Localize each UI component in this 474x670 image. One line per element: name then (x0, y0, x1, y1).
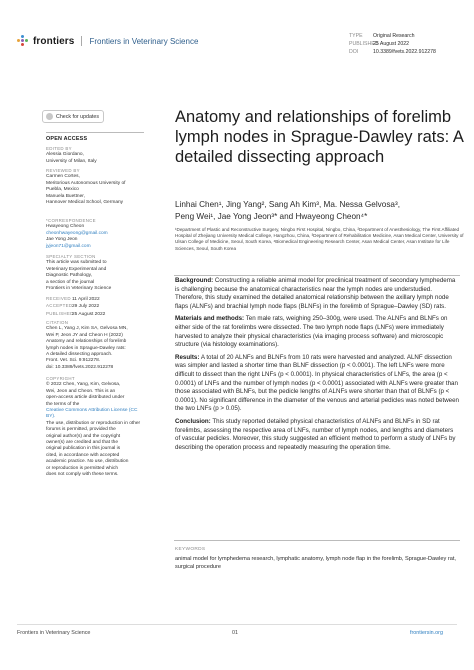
page-number: 01 (232, 630, 238, 636)
article-dates: RECEIVED11 April 2022 ACCEPTED29 July 2022 PUBLISHED25 August 2022 (46, 296, 106, 317)
correspondence: *CORRESPONDENCE Hwayeong Cheon cheonhwayeong@gmail.com Jae Yong Jeon jyjeon71@gmail.com (46, 218, 144, 250)
check-updates-icon (46, 113, 53, 120)
frontiers-logo-icon (17, 35, 29, 47)
abstract-results: Results: A total of 20 ALNFs and BLNFs from 10 rats were harvested and analyzed. ALNF dissection was simpler and lasted a shorter time than BLNF dissection (p < 0.0001). The left LNFs were more difficult to dissect than the right LNFs (p < 0.0001). In physical characteristics of LNFs, the area (p < 0.0001) of LNFs and the number of lymph nodes (p < 0.0001) associated with ALNFs were greater than those associated with BLNFs, but the pedicle lengths of ALNFs were shorter than that of BLNFs (p < 0.0001). No significant difference in the diameter of the venous and arterial pedicles was noted between the two LNFs (p > 0.05). (175, 353, 459, 413)
open-access-label: OPEN ACCESS (46, 136, 88, 142)
article-meta: TYPE Original Research PUBLISHED25 August 2022 DOI 10.3389/fvets.2022.912278 (349, 33, 436, 55)
specialty-section: SPECIALTY SECTION This article was submitted to Veterinary Experimental and Diagnostic Pathology, a section of the journal Frontiers in Veterinary Science (46, 254, 112, 292)
brand-name: frontiers (33, 35, 75, 47)
published-date: 25 August 2022 (373, 41, 410, 47)
abstract-top-rule (174, 275, 460, 276)
journal-name[interactable]: Frontiers in Veterinary Science (89, 36, 199, 46)
abstract-conclusion: Conclusion: This study reported detailed physical characteristics of ALNFs and BLNFs in SD rat forelimbs, assessing the respective area of LNFs, number of lymph nodes, and lengths and diameters of vascular pedicles. Moreover, this study suggested an efficient method to perform a study of LNFs by describing the operation process and repeatedly measuring the operation time. (175, 417, 456, 451)
affiliations: ¹Department of Plastic and Reconstructive Surgery, Ningbo First Hospital, Ningbo, China, ²Department of Anesthesiology, The First Affiliated Hospital of Zhejiang University Medical College, Hangzhou, China, ³Department of Rehabilitation Medicine, Asan Medical Center, University of Ulsan College of Medicine, Seoul, South Korea, ⁴Biomedical Engineering Research Center, Asan Medical Center, Asan Institute for Life Sciences, Seoul, South Korea (175, 227, 464, 251)
abstract-methods: Materials and methods: Ten male rats, weighing 250–300g, were used. The ALNFs and BLNFs on either side of the rat forelimbs were dissected. The two lymph node flaps (LNFs) were immediately harvested to analyze their physical characteristics (via imaging process software) and microscopic structure (via histology examinations). (175, 315, 448, 349)
abstract-bottom-rule (174, 540, 460, 541)
article-title: Anatomy and relationships of forelimb lymph nodes in Sprague-Dawley rats: A detailed dissecting approach (175, 108, 463, 166)
article-type: Original Research (373, 33, 415, 39)
copyright: COPYRIGHT © 2022 Chen, Yang, Kim, Gelvosa, Wei, Jeon and Cheon. This is an open-access article distributed under the terms of the Creative Commons Attribution License (CC BY). The use, distribution or reproduction in other forums is permitted, provided the original author(s) and the copyright owner(s) are credited and that the original publication in this journal is cited, in accordance with accepted academic practice. No use, distribution or reproduction is permitted which does not comply with these terms. (46, 376, 144, 479)
abstract (175, 277, 459, 456)
email-link[interactable]: jyjeon71@gmail.com (46, 243, 91, 249)
keywords: animal model for lymphedema research, lymphatic anatomy, lymph node flap in the forelimb, Sprague-Dawley rat, surgical procedure (175, 556, 456, 570)
footer-rule (17, 624, 457, 625)
footer-site-link[interactable]: frontiersin.org (410, 630, 443, 636)
email-link[interactable]: cheonhwayeong@gmail.com (46, 230, 108, 236)
header-divider (81, 36, 82, 46)
sidebar-divider (46, 132, 144, 133)
reviewed-by: REVIEWED BY Carmen Cortes, Meritorious Autonomous University of Puebla, Mexico Manuela Buettner, Hannover Medical School, Germany (46, 168, 126, 206)
license-link[interactable]: Creative Commons Attribution License (CC BY). (46, 408, 138, 420)
check-for-updates-button[interactable]: Check for updates (42, 110, 104, 123)
journal-header (17, 35, 198, 47)
edited-by: EDITED BY Alessia Giordano, University of Milan, Italy (46, 146, 97, 164)
citation: CITATION Chen L, Yang J, Kim SA, Gelvosa MN, Wei P, Jeon JY and Cheon H (2022) Anatomy and relationships of forelimb lymph nodes in Sprague-Dawley rats: A detailed dissecting approach. Front. Vet. Sci. 9:912278. doi: 10.3389/fvets.2022.912278 (46, 320, 128, 370)
keywords-label: KEYWORDS (175, 547, 206, 552)
footer-journal: Frontiers in Veterinary Science (17, 630, 91, 636)
abstract-background: Background: Constructing a reliable animal model for preclinical treatment of secondary lymphedema is challenging because the anatomical characteristics near the lymph nodes are understudied. Therefore, this study examined the detailed anatomical relationship between the axillary lymph node flaps (ALNFs) and brachial lymph node flaps (BLNFs) in the forelimb of Sprague–Dawley (SD) rats. (175, 277, 456, 310)
doi[interactable]: 10.3389/fvets.2022.912278 (373, 49, 436, 55)
author-list: Linhai Chen¹, Jing Yang², Sang Ah Kim³, Ma. Nessa Gelvosa³, Peng Wei¹, Jae Yong Jeon³* and Hwayeong Cheon⁴* (175, 200, 400, 221)
